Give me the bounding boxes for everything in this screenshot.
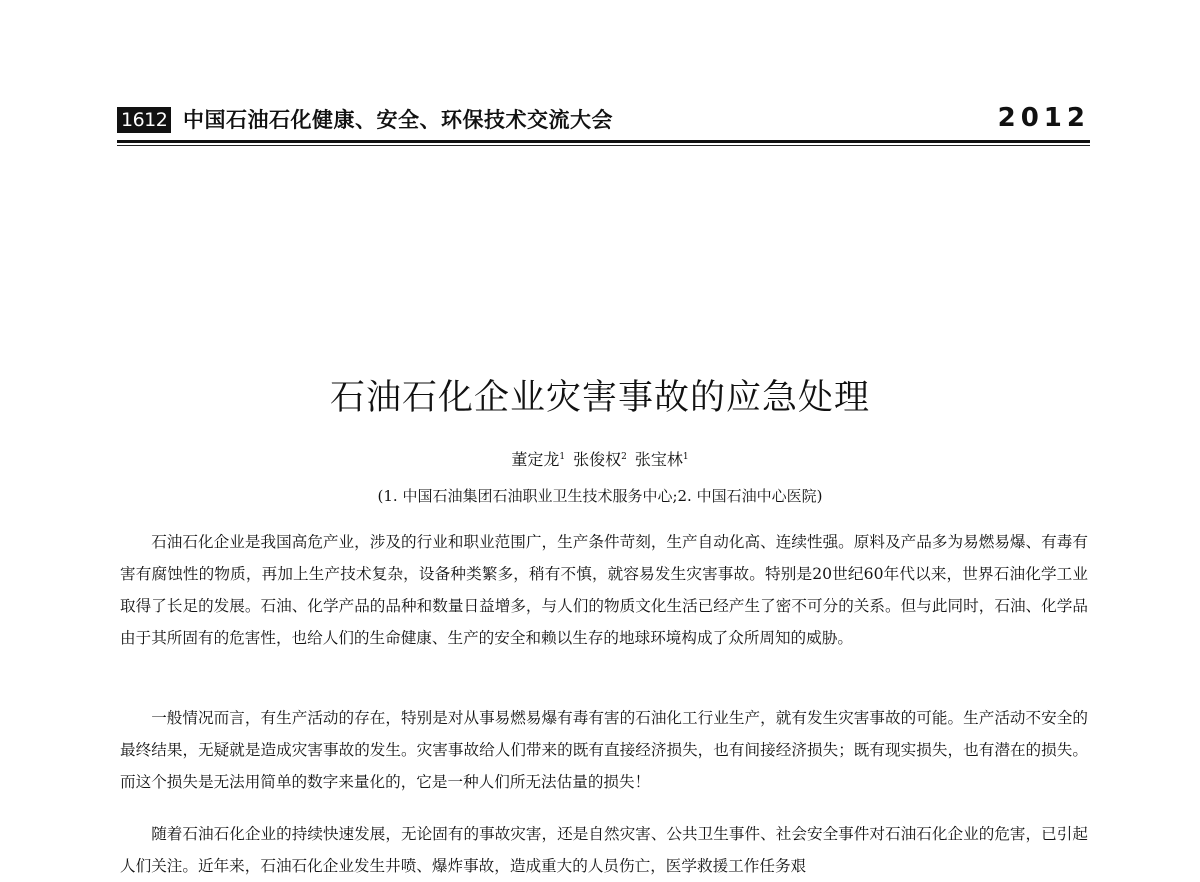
body-paragraph: 随着石油石化企业的持续快速发展，无论固有的事故灾害，还是自然灾害、公共卫生事件、社会安全事件对石油石化企业的危害，已引起人们关注。近年来，石油石化企业发生井喷、爆炸事故，造成重大的人员伤亡，医学救援工作任务艰 — [120, 825, 1088, 875]
author-affiliation-mark: 1 — [682, 452, 689, 462]
author-affiliation-mark: 1 — [559, 452, 566, 462]
conference-year: 2012 — [997, 103, 1090, 133]
article-title: 石油石化企业灾害事故的应急处理 — [329, 378, 870, 418]
author-name: 张俊权 — [573, 450, 622, 469]
running-header — [117, 100, 1090, 140]
body-paragraph: 石油石化企业是我国高危产业，涉及的行业和职业范围广，生产条件苛刻，生产自动化高、连续性强。原料及产品多为易燃易爆、有毒有害有腐蚀性的物质，再加上生产技术复杂，设备种类繁多，稍有不慎，就容易发生灾害事故。特别是20世纪60年代以来，世界石油化学工业取得了长足的发展。石油、化学产品的品种和数量日益增多，与人们的物质文化生活已经产生了密不可分的关系。但与此同时，石油、化学品由于其所固有的危害性，也给人们的生命健康、生产的安全和赖以生存的地球环境构成了众所周知的威胁。 — [120, 533, 1088, 647]
conference-title: 中国石油石化健康、安全、环保技术交流大会 — [183, 108, 613, 132]
page-number: 1612 — [117, 107, 171, 133]
author-affiliation-mark: 2 — [621, 452, 627, 462]
author-name: 张宝林 — [634, 450, 683, 469]
header-rule-thin — [117, 145, 1090, 146]
affiliation: (1. 中国石油集团石油职业卫生技术服务中心;2. 中国石油中心医院) — [377, 487, 823, 505]
author-name: 董定龙 — [511, 450, 560, 469]
body-paragraph: 一般情况而言，有生产活动的存在，特别是对从事易燃易爆有毒有害的石油化工行业生产，就有发生灾害事故的可能。生产活动不安全的最终结果，无疑就是造成灾害事故的发生。灾害事故给人们带来的既有直接经济损失，也有间接经济损失；既有现实损失，也有潜在的损失。而这个损失是无法用简单的数字来量化的，它是一种人们所无法估量的损失！ — [120, 709, 1088, 791]
author-list — [0, 445, 1200, 472]
header-rule-thick — [117, 140, 1090, 143]
